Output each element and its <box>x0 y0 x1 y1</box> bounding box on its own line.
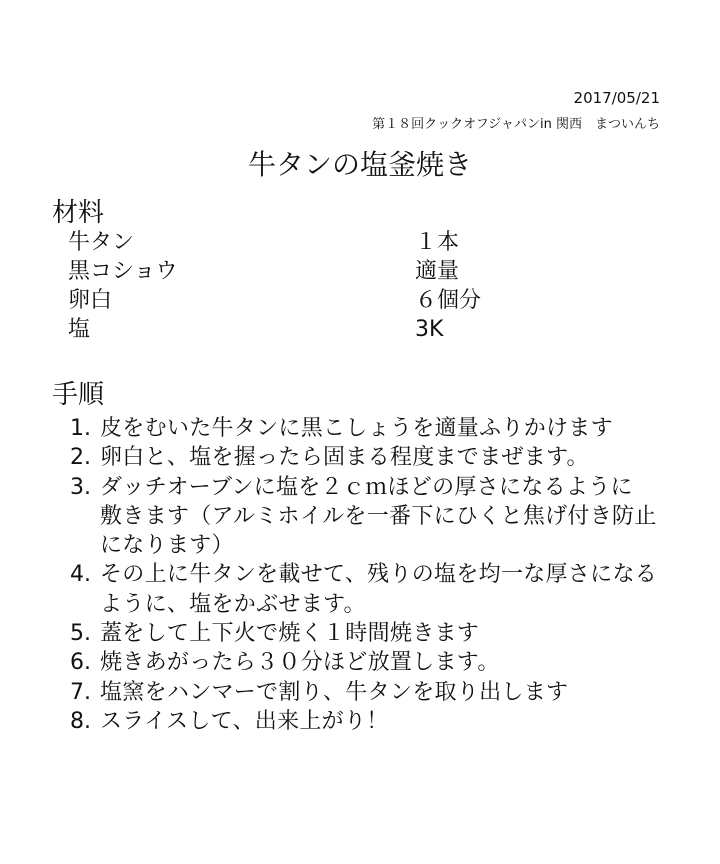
step-text: になります） <box>100 533 234 559</box>
ingredient-amount: 適量 <box>415 259 460 284</box>
ingredient-amount: １本 <box>415 230 460 255</box>
step-item <box>0 619 720 648</box>
step-number: 2. <box>70 445 91 471</box>
ingredients-heading: 材料 <box>52 198 105 228</box>
step-text: 敷きます（アルミホイルを一番下にひくと焦げ付き防止 <box>100 503 657 529</box>
recipe-title: 牛タンの塩釜焼き <box>247 148 472 181</box>
step-number: 6. <box>70 650 91 676</box>
ingredient-name: 牛タン <box>68 230 135 255</box>
step-text: スライスして、出来上がり！ <box>100 708 389 734</box>
event-author-line: 第１８回クックオフジャパンin 関西 まついんち <box>372 117 660 132</box>
step-item <box>0 473 720 561</box>
step-text: 塩窯をハンマーで割り、牛タンを取り出します <box>100 679 569 705</box>
ingredient-amount: ６個分 <box>415 288 482 313</box>
step-number: 8. <box>70 708 91 734</box>
step-text: その上に牛タンを載せて、残りの塩を均一な厚さになる <box>100 562 658 588</box>
step-number: 3. <box>70 474 91 500</box>
ingredient-name: 塩 <box>68 317 91 342</box>
ingredient-row <box>0 259 720 285</box>
recipe-date: 2017/05/21 <box>573 89 660 107</box>
step-text: ダッチオーブンに塩を２ｃｍほどの厚さになるように <box>100 474 633 500</box>
step-item <box>0 678 720 707</box>
procedure-heading: 手順 <box>52 380 105 410</box>
ingredient-name: 卵白 <box>68 288 113 313</box>
steps-list <box>0 414 720 736</box>
ingredient-amount: 3K <box>415 317 444 342</box>
step-number: 7. <box>70 679 91 705</box>
step-number: 5. <box>70 621 91 647</box>
step-item <box>0 443 720 472</box>
step-text: 皮をむいた牛タンに黒こしょうを適量ふりかけます <box>100 416 613 441</box>
step-text: ように、塩をかぶせます。 <box>100 591 366 617</box>
step-text: 卵白と、塩を握ったら固まる程度までまぜます。 <box>100 445 589 471</box>
ingredient-row <box>0 288 720 314</box>
step-number: 1. <box>70 416 91 441</box>
step-text: 蓋をして上下火で焼く１時間焼きます <box>100 621 480 647</box>
ingredient-name: 黒コショウ <box>68 259 178 284</box>
step-item <box>0 414 720 443</box>
ingredient-row <box>0 317 720 343</box>
step-number: 4. <box>70 562 91 588</box>
step-item <box>0 707 720 736</box>
step-text: 焼きあがったら３０分ほど放置します。 <box>100 650 500 676</box>
ingredient-row <box>0 230 720 256</box>
step-item <box>0 560 720 619</box>
step-item <box>0 648 720 677</box>
